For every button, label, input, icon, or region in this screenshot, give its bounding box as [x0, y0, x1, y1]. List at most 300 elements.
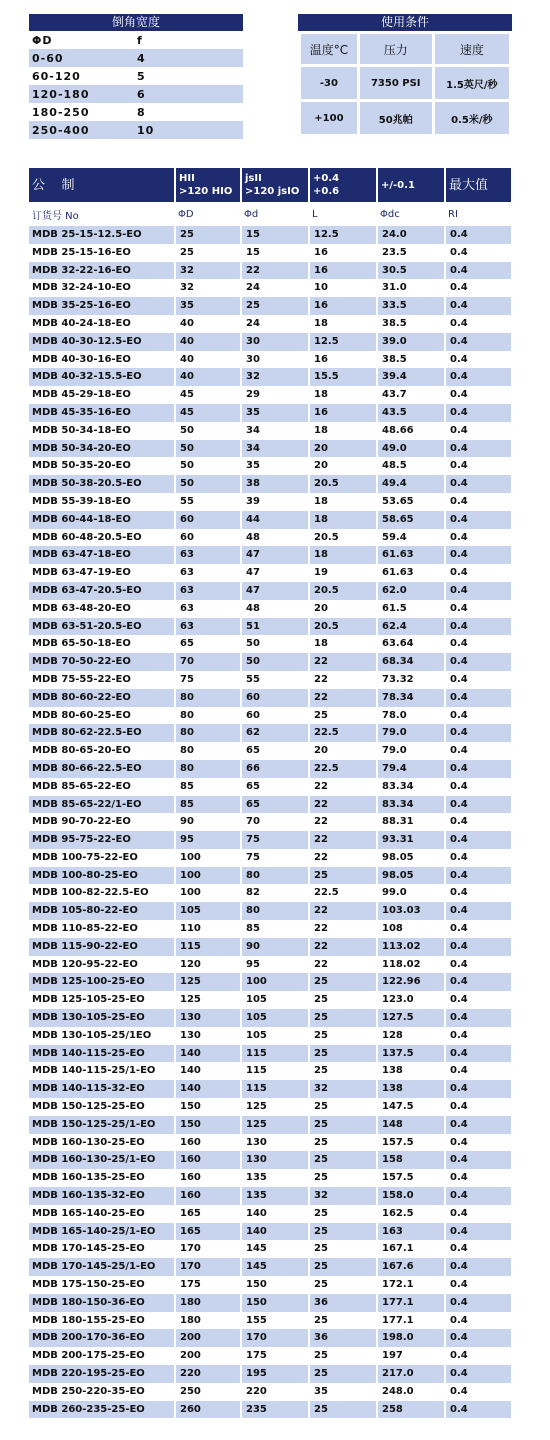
radius-value: 0.4 [445, 938, 511, 956]
length-value: 25 [309, 707, 377, 725]
order-number: MDB 25-15-12.5-EO [29, 226, 175, 244]
chamfer-header-row [29, 31, 243, 49]
order-number: MDB 150-125-25-EO [29, 1098, 175, 1116]
table-row [29, 457, 511, 475]
temperature-label: 温度°C [300, 33, 359, 66]
order-number: MDB 80-62-22.5-EO [29, 724, 175, 742]
table-row [29, 1258, 511, 1276]
pressure-psi: 7350 PSI [358, 66, 433, 101]
chamfer-title: 倒角宽度 [29, 14, 243, 31]
dc-value: 157.5 [377, 1134, 445, 1152]
id-value: 65 [241, 796, 309, 814]
dc-value: 24.0 [377, 226, 445, 244]
od-value: 100 [175, 884, 241, 902]
order-number: MDB 140-115-32-EO [29, 1080, 175, 1098]
id-value: 50 [241, 635, 309, 653]
length-value: 22 [309, 831, 377, 849]
table-row [29, 511, 511, 529]
table-row [29, 1276, 511, 1294]
radius-value: 0.4 [450, 816, 468, 828]
header-od-tolerance: HII >120 HIO [175, 168, 241, 202]
id-value: 22 [241, 262, 309, 280]
id-value: 105 [241, 1009, 309, 1027]
table-row [29, 1329, 511, 1347]
length-value: 20.5 [309, 475, 377, 493]
table-row [29, 244, 511, 262]
table-row [29, 582, 511, 600]
dc-value: 99.0 [377, 884, 445, 902]
chamfer-grid [29, 31, 243, 139]
table-row [29, 368, 511, 386]
dc-value: 61.63 [377, 564, 445, 582]
radius-value: 0.4 [445, 689, 511, 707]
length-value: 20 [309, 742, 377, 760]
table-row [29, 813, 511, 831]
id-value: 155 [241, 1312, 309, 1330]
order-number: MDB 50-34-18-EO [29, 422, 175, 440]
order-number: MDB 180-155-25-EO [29, 1312, 175, 1330]
order-number: MDB 160-130-25/1-EO [29, 1151, 175, 1169]
length-value: 22 [309, 671, 377, 689]
dc-value: 38.5 [377, 351, 445, 369]
radius-value: 0.4 [445, 902, 511, 920]
length-value: 36 [309, 1329, 377, 1347]
dc-value: 103.03 [377, 902, 445, 920]
radius-value: 0.4 [450, 282, 468, 294]
id-value: 51 [241, 618, 309, 636]
pressure-mpa: 50兆帕 [358, 101, 433, 136]
radius-value: 0.4 [450, 958, 468, 970]
radius-value: 0.4 [445, 867, 511, 885]
table-row [29, 1205, 511, 1223]
length-value: 25 [309, 1312, 377, 1330]
dc-value: 79.0 [377, 742, 445, 760]
id-value: 195 [241, 1365, 309, 1383]
dc-value: 62.4 [377, 618, 445, 636]
id-value: 60 [241, 689, 309, 707]
od-value: 175 [175, 1276, 241, 1294]
od-value: 140 [175, 1062, 241, 1080]
table-row [29, 920, 511, 938]
order-number: MDB 160-135-32-EO [29, 1187, 175, 1205]
od-value: 105 [175, 902, 241, 920]
table-row [29, 1009, 511, 1027]
radius-value: 0.4 [445, 724, 511, 742]
dc-value: 49.0 [377, 440, 445, 458]
radius-value: 0.4 [450, 531, 468, 543]
od-value: 150 [175, 1098, 241, 1116]
length-value: 22 [309, 689, 377, 707]
table-row [29, 902, 511, 920]
id-value: 38 [241, 475, 309, 493]
radius-value: 0.4 [445, 262, 511, 280]
dc-value: 158.0 [377, 1187, 445, 1205]
radius-value: 0.4 [445, 582, 511, 600]
length-value: 22.5 [309, 884, 377, 902]
chamfer-range: 180-250 [32, 105, 90, 119]
chamfer-row [29, 85, 243, 103]
id-value: 220 [241, 1383, 309, 1401]
order-number: MDB 70-50-22-EO [29, 653, 175, 671]
length-value: 25 [309, 1276, 377, 1294]
order-number: MDB 130-105-25-EO [29, 1009, 175, 1027]
od-value: 25 [175, 244, 241, 262]
radius-value: 0.4 [445, 618, 511, 636]
od-value: 200 [175, 1347, 241, 1365]
order-number: MDB 90-70-22-EO [29, 813, 175, 831]
dc-value: 58.65 [377, 511, 445, 529]
radius-value: 0.4 [445, 1116, 511, 1134]
id-value: 115 [241, 1062, 309, 1080]
id-value: 125 [241, 1098, 309, 1116]
length-value: 22.5 [309, 724, 377, 742]
table-row [29, 778, 511, 796]
order-number: MDB 165-140-25/1-EO [29, 1223, 175, 1241]
radius-value: 0.4 [450, 567, 468, 579]
dc-value: 33.5 [377, 297, 445, 315]
dc-value: 61.63 [377, 546, 445, 564]
chamfer-row [29, 67, 243, 85]
length-value: 25 [309, 1258, 377, 1276]
order-number: MDB 50-35-20-EO [29, 457, 175, 475]
dc-value: 162.5 [377, 1205, 445, 1223]
table-row [29, 1169, 511, 1187]
order-number: MDB 105-80-22-EO [29, 902, 175, 920]
length-value: 20.5 [309, 529, 377, 547]
id-value: 55 [241, 671, 309, 689]
table-row [29, 1223, 511, 1241]
id-value: 140 [241, 1205, 309, 1223]
id-value: 105 [241, 1027, 309, 1045]
dc-value: 48.5 [377, 457, 445, 475]
dc-value: 148 [377, 1116, 445, 1134]
radius-value: 0.4 [445, 297, 511, 315]
chamfer-row [29, 103, 243, 121]
length-value: 18 [309, 546, 377, 564]
radius-value: 0.4 [450, 638, 468, 650]
dc-value: 138 [377, 1080, 445, 1098]
length-value: 25 [309, 1223, 377, 1241]
id-value: 80 [241, 902, 309, 920]
id-value: 130 [241, 1134, 309, 1152]
speed-feet: 1.5英尺/秒 [433, 66, 510, 101]
order-number: MDB 40-24-18-EO [29, 315, 175, 333]
dc-value: 157.5 [377, 1169, 445, 1187]
order-number: MDB 170-145-25-EO [29, 1240, 175, 1258]
radius-value: 0.4 [450, 780, 468, 792]
od-value: 125 [175, 991, 241, 1009]
order-number: MDB 220-195-25-EO [29, 1365, 175, 1383]
od-value: 260 [175, 1401, 241, 1419]
radius-value: 0.4 [445, 796, 511, 814]
order-number: MDB 130-105-25/1EO [29, 1027, 175, 1045]
od-value: 40 [175, 351, 241, 369]
order-number: MDB 65-50-18-EO [29, 635, 175, 653]
dc-value: 113.02 [377, 938, 445, 956]
dc-value: 61.5 [377, 600, 445, 618]
dc-value: 43.5 [377, 404, 445, 422]
id-value: 60 [241, 707, 309, 725]
dc-value: 30.5 [377, 262, 445, 280]
dc-value: 38.5 [377, 315, 445, 333]
order-number: MDB 160-135-25-EO [29, 1169, 175, 1187]
order-number: MDB 175-150-25-EO [29, 1276, 175, 1294]
od-value: 80 [175, 724, 241, 742]
header-metric: 公 制 [29, 168, 175, 202]
table-row [29, 1365, 511, 1383]
chamfer-row [29, 49, 243, 67]
order-number: MDB 50-38-20.5-EO [29, 475, 175, 493]
chamfer-width: 5 [137, 69, 146, 83]
id-value: 29 [241, 386, 309, 404]
id-value: 145 [241, 1240, 309, 1258]
dc-value: 62.0 [377, 582, 445, 600]
table-row [29, 422, 511, 440]
id-value: 82 [241, 884, 309, 902]
dc-value: 163 [377, 1223, 445, 1241]
length-value: 22.5 [309, 760, 377, 778]
table-row [29, 831, 511, 849]
order-number: MDB 140-115-25/1-EO [29, 1062, 175, 1080]
length-value: 16 [309, 262, 377, 280]
radius-value: 0.4 [445, 440, 511, 458]
od-value: 125 [175, 973, 241, 991]
length-value: 10 [309, 279, 377, 297]
od-value: 60 [175, 529, 241, 547]
length-value: 25 [309, 1009, 377, 1027]
radius-value: 0.4 [450, 1172, 468, 1184]
table-row [29, 475, 511, 493]
radius-value: 0.4 [450, 1279, 468, 1291]
length-value: 22 [309, 956, 377, 974]
dc-value: 98.05 [377, 867, 445, 885]
table-row [29, 1098, 511, 1116]
length-value: 22 [309, 813, 377, 831]
length-value: 25 [309, 973, 377, 991]
table-row [29, 315, 511, 333]
id-value: 90 [241, 938, 309, 956]
od-value: 95 [175, 831, 241, 849]
table-row [29, 351, 511, 369]
id-value: 47 [241, 582, 309, 600]
id-value: 100 [241, 973, 309, 991]
order-number: MDB 140-115-25-EO [29, 1045, 175, 1063]
radius-value: 0.4 [450, 1101, 468, 1113]
radius-value: 0.4 [450, 1065, 468, 1077]
od-value: 32 [175, 262, 241, 280]
radius-value: 0.4 [445, 1009, 511, 1027]
od-value: 32 [175, 279, 241, 297]
id-value: 150 [241, 1294, 309, 1312]
od-value: 90 [175, 813, 241, 831]
length-value: 20.5 [309, 582, 377, 600]
od-value: 110 [175, 920, 241, 938]
subheader-row [29, 202, 511, 226]
subheader-length: L [309, 202, 377, 226]
id-value: 105 [241, 991, 309, 1009]
id-value: 35 [241, 457, 309, 475]
length-value: 25 [309, 1240, 377, 1258]
order-number: MDB 45-29-18-EO [29, 386, 175, 404]
order-number: MDB 150-125-25/1-EO [29, 1116, 175, 1134]
radius-value: 0.4 [445, 511, 511, 529]
od-value: 50 [175, 475, 241, 493]
id-value: 150 [241, 1276, 309, 1294]
od-value: 63 [175, 618, 241, 636]
table-row [29, 671, 511, 689]
chamfer-width: 4 [134, 49, 243, 67]
order-number: MDB 200-175-25-EO [29, 1347, 175, 1365]
table-row [29, 689, 511, 707]
length-value: 20.5 [309, 618, 377, 636]
id-value: 35 [241, 404, 309, 422]
od-value: 80 [175, 689, 241, 707]
chamfer-width: 6 [134, 85, 243, 103]
table-row [29, 1134, 511, 1152]
id-value: 95 [241, 956, 309, 974]
table-row [29, 796, 511, 814]
od-value: 100 [175, 849, 241, 867]
dc-value: 31.0 [377, 279, 445, 297]
dc-value: 127.5 [377, 1009, 445, 1027]
radius-value: 0.4 [450, 709, 468, 721]
radius-value: 0.4 [450, 495, 468, 507]
od-value: 165 [175, 1223, 241, 1241]
od-value: 160 [175, 1187, 241, 1205]
length-value: 25 [309, 1365, 377, 1383]
order-number: MDB 63-47-19-EO [29, 564, 175, 582]
order-number: MDB 80-60-25-EO [29, 707, 175, 725]
table-row [29, 279, 511, 297]
table-row [29, 440, 511, 458]
radius-value: 0.4 [445, 831, 511, 849]
table-row [29, 297, 511, 315]
od-value: 80 [175, 742, 241, 760]
dimensions-table [29, 168, 511, 1418]
dc-value: 197 [377, 1347, 445, 1365]
id-value: 75 [241, 831, 309, 849]
length-value: 18 [309, 386, 377, 404]
header-length-tolerance: +0.4 +0.6 [309, 168, 377, 202]
table-row [29, 991, 511, 1009]
table-row [29, 707, 511, 725]
od-value: 40 [175, 368, 241, 386]
radius-value: 0.4 [445, 1151, 511, 1169]
dc-value: 177.1 [377, 1312, 445, 1330]
length-value: 16 [309, 351, 377, 369]
subheader-od: ΦD [175, 202, 241, 226]
od-value: 63 [175, 582, 241, 600]
length-value: 20 [309, 440, 377, 458]
id-value: 145 [241, 1258, 309, 1276]
order-number: MDB 80-66-22.5-EO [29, 760, 175, 778]
id-value: 39 [241, 493, 309, 511]
order-number: MDB 40-30-16-EO [29, 351, 175, 369]
length-value: 22 [309, 796, 377, 814]
radius-value: 0.4 [450, 923, 468, 935]
od-value: 150 [175, 1116, 241, 1134]
id-value: 25 [241, 297, 309, 315]
order-number: MDB 100-80-25-EO [29, 867, 175, 885]
radius-value: 0.4 [450, 994, 468, 1006]
dc-value: 248.0 [377, 1383, 445, 1401]
od-value: 45 [175, 386, 241, 404]
od-value: 170 [175, 1240, 241, 1258]
radius-value: 0.4 [450, 851, 468, 863]
od-value: 63 [175, 564, 241, 582]
length-value: 22 [309, 849, 377, 867]
length-value: 25 [309, 867, 377, 885]
temperature-max: +100 [300, 101, 359, 136]
radius-value: 0.4 [450, 602, 468, 614]
length-value: 32 [309, 1187, 377, 1205]
radius-value: 0.4 [450, 1136, 468, 1148]
table-row [29, 635, 511, 653]
radius-value: 0.4 [445, 475, 511, 493]
id-value: 65 [241, 742, 309, 760]
radius-value: 0.4 [450, 673, 468, 685]
order-number: MDB 125-100-25-EO [29, 973, 175, 991]
order-number: MDB 180-150-36-EO [29, 1294, 175, 1312]
radius-value: 0.4 [450, 424, 468, 436]
od-value: 160 [175, 1169, 241, 1187]
speed-meters: 0.5米/秒 [433, 101, 510, 136]
od-value: 250 [175, 1383, 241, 1401]
subheader-dc: Φdc [377, 202, 445, 226]
order-number: MDB 75-55-22-EO [29, 671, 175, 689]
table-row [29, 1240, 511, 1258]
order-number: MDB 50-34-20-EO [29, 440, 175, 458]
chamfer-range: 0-60 [29, 49, 134, 67]
table-row [29, 618, 511, 636]
table-row [29, 760, 511, 778]
od-value: 80 [175, 707, 241, 725]
length-value: 25 [309, 1169, 377, 1187]
id-value: 115 [241, 1045, 309, 1063]
dc-value: 93.31 [377, 831, 445, 849]
length-value: 16 [309, 404, 377, 422]
table-row [29, 956, 511, 974]
od-value: 180 [175, 1294, 241, 1312]
dc-value: 73.32 [377, 671, 445, 689]
od-value: 63 [175, 600, 241, 618]
radius-value: 0.4 [450, 1314, 468, 1326]
id-value: 80 [241, 867, 309, 885]
order-number: MDB 260-235-25-EO [29, 1401, 175, 1419]
order-number: MDB 45-35-16-EO [29, 404, 175, 422]
order-number: MDB 63-51-20.5-EO [29, 618, 175, 636]
length-value: 18 [309, 315, 377, 333]
radius-value: 0.4 [445, 1080, 511, 1098]
table-row [29, 226, 511, 244]
table-row [29, 493, 511, 511]
order-number: MDB 85-65-22-EO [29, 778, 175, 796]
radius-value: 0.4 [450, 246, 468, 258]
id-value: 24 [241, 315, 309, 333]
radius-value: 0.4 [450, 1029, 468, 1041]
length-value: 25 [309, 1045, 377, 1063]
id-value: 130 [241, 1151, 309, 1169]
length-value: 25 [309, 1205, 377, 1223]
dc-value: 39.0 [377, 333, 445, 351]
dc-value: 53.65 [377, 493, 445, 511]
od-value: 40 [175, 333, 241, 351]
dc-value: 118.02 [377, 956, 445, 974]
order-number: MDB 63-48-20-EO [29, 600, 175, 618]
order-number: MDB 200-170-36-EO [29, 1329, 175, 1347]
id-value: 50 [241, 653, 309, 671]
conditions-title: 使用条件 [298, 14, 512, 31]
